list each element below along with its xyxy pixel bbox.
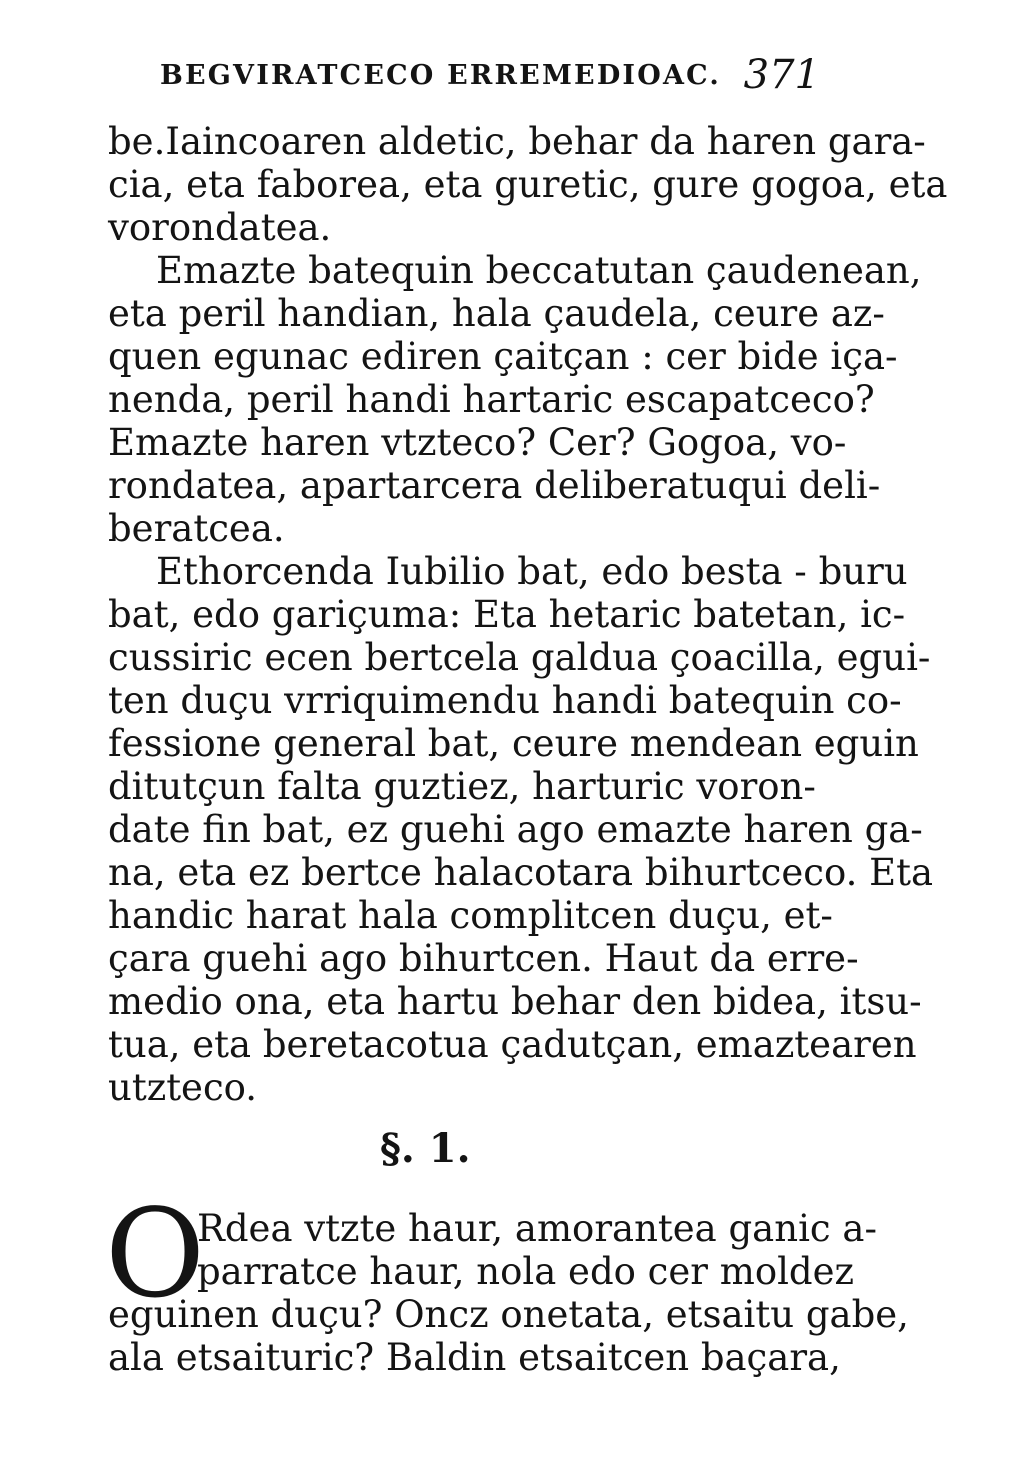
text-line: eguinen duçu? Oncz onetata, etsaitu gabe, — [108, 1293, 909, 1336]
text-line: Emazte batequin beccatutan çaudenean, — [156, 249, 922, 292]
text-line: cia, eta faborea, eta guretic, gure gogoa, eta — [108, 163, 948, 206]
text-line: be.Iaincoaren aldetic, behar da haren gara- — [108, 120, 926, 163]
running-title: BEGVIRATCECO ERREMEDIOAC. — [160, 60, 721, 91]
text-line: beratcea. — [108, 507, 285, 550]
text-line: vorondatea. — [108, 206, 332, 249]
text-line: Rdea vtzte haur, amorantea ganic a- — [197, 1207, 877, 1250]
text-line: utzteco. — [108, 1066, 258, 1109]
section-mark: §. 1. — [380, 1125, 471, 1172]
running-head — [160, 52, 820, 100]
text-line: parratce haur, nola edo cer moldez — [197, 1250, 855, 1293]
text-line: quen egunac ediren çaitçan : cer bide iça- — [108, 335, 898, 378]
text-line: fessione general bat, ceure mendean eguin — [108, 722, 919, 765]
text-line: date fin bat, ez guehi ago emazte haren ga- — [108, 808, 923, 851]
text-line: na, eta ez bertce halacotara bihurtceco. Eta — [108, 851, 934, 894]
text-line: bat, edo gariçuma: Eta hetaric batetan, ic- — [108, 593, 906, 636]
text-line: cussiric ecen bertcela galdua çoacilla, egui- — [108, 636, 931, 679]
text-line: eta peril handian, hala çaudela, ceure az- — [108, 292, 885, 335]
text-line: ten duçu vrriquimendu handi batequin co- — [108, 679, 902, 722]
text-line: çara guehi ago bihurtcen. Haut da erre- — [108, 937, 859, 980]
text-line: nenda, peril handi hartaric escapatceco? — [108, 378, 875, 421]
page-number: 371 — [743, 52, 820, 98]
text-line: ala etsaituric? Baldin etsaitcen baçara, — [108, 1336, 841, 1379]
text-line: tua, eta beretacotua çadutçan, emaztearen — [108, 1023, 917, 1066]
text-line: medio ona, eta hartu behar den bidea, itsu- — [108, 980, 922, 1023]
text-line: Emazte haren vtzteco? Cer? Gogoa, vo- — [108, 421, 847, 464]
text-line: ditutçun falta guztiez, harturic voron- — [108, 765, 816, 808]
drop-cap: O — [105, 1183, 206, 1325]
text-line: rondatea, apartarcera deliberatuqui deli- — [108, 464, 881, 507]
text-line: Ethorcenda Iubilio bat, edo besta - buru — [156, 550, 908, 593]
text-line: handic harat hala complitcen duçu, et- — [108, 894, 833, 937]
